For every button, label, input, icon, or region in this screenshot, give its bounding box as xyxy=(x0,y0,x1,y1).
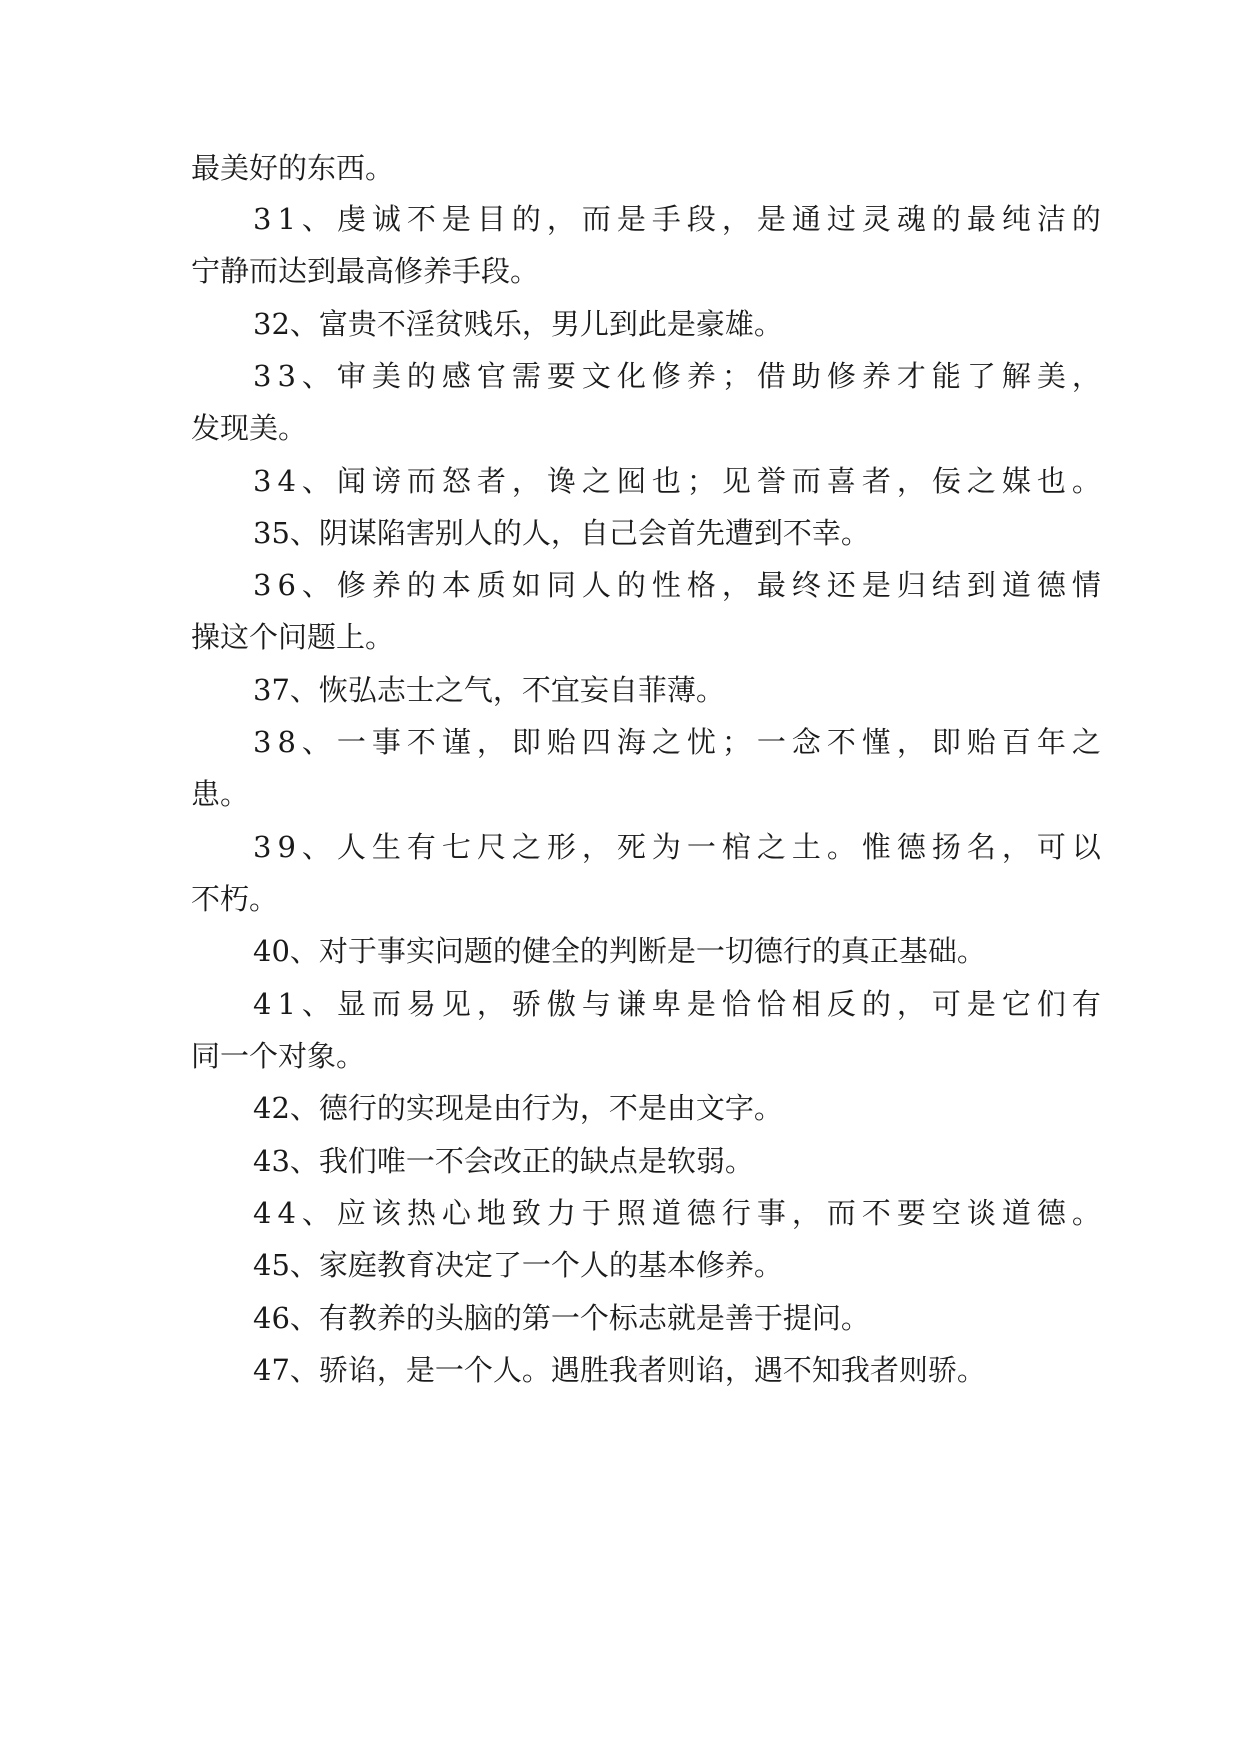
quote-36: 36、修养的本质如同人的性格，最终还是归结到道德情 xyxy=(253,568,1107,602)
quote-39: 39、人生有七尺之形，死为一棺之土。惟德扬名，可以 xyxy=(253,830,1107,864)
quote-40: 40、对于事实问题的健全的判断是一切德行的真正基础。 xyxy=(253,934,986,968)
quote-47: 47、骄谄，是一个人。遇胜我者则谄，遇不知我者则骄。 xyxy=(253,1353,986,1387)
text-line: 最美好的东西。 xyxy=(191,151,395,185)
text-line: 不朽。 xyxy=(191,882,279,916)
text-line: 发现美。 xyxy=(191,411,308,445)
text-line: 操这个问题上。 xyxy=(191,620,395,654)
quote-32: 32、富贵不淫贫贱乐，男儿到此是豪雄。 xyxy=(253,307,783,341)
quote-34: 34、闻谤而怒者，谗之囮也；见誉而喜者，佞之媒也。 xyxy=(253,464,1107,498)
quote-44: 44、应该热心地致力于照道德行事，而不要空谈道德。 xyxy=(253,1196,1107,1230)
quote-33: 33、审美的感官需要文化修养；借助修养才能了解美， xyxy=(253,359,1107,393)
text-line: 同一个对象。 xyxy=(191,1039,366,1073)
quote-42: 42、德行的实现是由行为，不是由文字。 xyxy=(253,1091,783,1125)
quote-31: 31、虔诚不是目的，而是手段，是通过灵魂的最纯洁的 xyxy=(253,202,1107,236)
quote-41: 41、显而易见，骄傲与谦卑是恰恰相反的，可是它们有 xyxy=(253,987,1107,1021)
text-line: 患。 xyxy=(191,777,250,811)
quote-37: 37、恢弘志士之气，不宜妄自菲薄。 xyxy=(253,673,725,707)
quote-35: 35、阴谋陷害别人的人，自己会首先遭到不幸。 xyxy=(253,516,870,550)
quote-38: 38、一事不谨，即贻四海之忧；一念不慬，即贻百年之 xyxy=(253,725,1107,759)
quote-45: 45、家庭教育决定了一个人的基本修养。 xyxy=(253,1248,783,1282)
text-line: 宁静而达到最高修养手段。 xyxy=(191,254,540,288)
quote-43: 43、我们唯一不会改正的缺点是软弱。 xyxy=(253,1144,754,1178)
quote-46: 46、有教养的头脑的第一个标志就是善于提问。 xyxy=(253,1301,870,1335)
